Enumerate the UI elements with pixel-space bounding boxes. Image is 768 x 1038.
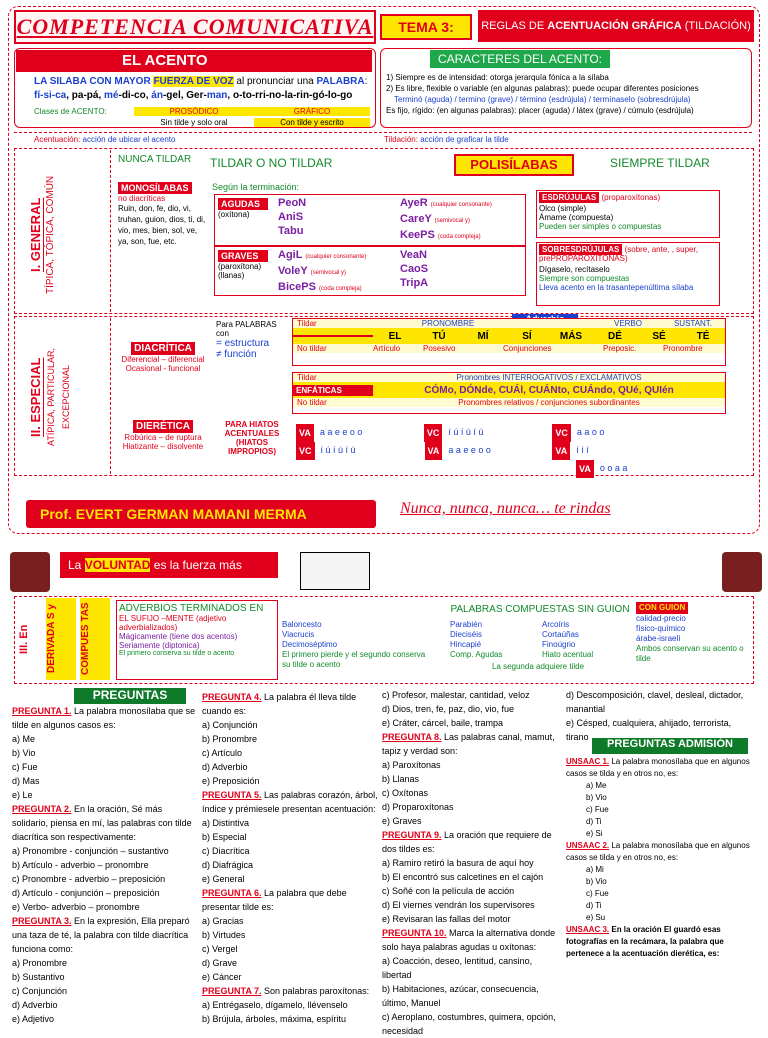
general-label: I. GENERAL TÍPICA, TÓPICA, COMÚN (28, 175, 56, 295)
graves-label: GRAVES (paroxítona) (llanas) (218, 250, 268, 280)
para-palabras: Para PALABRAS con = estructura ≠ función (216, 320, 277, 360)
nunca-tildar: NUNCA TILDAR (118, 154, 192, 165)
questions-col-1: PREGUNTA 1. La palabra monosílaba que se tilde en algunos casos es: a) Me b) Vio c) Fue d) Mas e) Le PREGUNTA 2. En la oración, Sé más solidario, piensa en mí, las palabras con tilde diacrítica son respectivamente: a) Pronombre - conjunción – sustantivo b) Artículo - adverbio – pronombre c) Pronombre - adverbio – preposición d) Artículo - conjunción – preposición e) Verbo- adverbio – pronombre PREGUNTA 3. En la expresión, Ella preparó una taza de té, la palabra con tilde diacrítica funciona como: a) Pronombre b) Sustantivo c) Conjunción d) Adverbio e) Adjetivo (12, 706, 196, 1024)
iii-label: III. En (18, 624, 30, 654)
diacritica-block: DIACRÍTICA Diferencial – diferencial Ocasional - funcional (121, 343, 205, 373)
sobresdrujulas-box: SOBRESDRÚJULAS (sobre, ante, , super, prePROPAROXÍTONAS) Dígaselo, recítaselo Siempre son compuestas Lleva acento en la trasantepenúltima sílaba (536, 242, 720, 306)
admision-col: UNSAAC 1. La palabra monosílaba que en algunos casos se tilda y en otros no, es: a) Me b) Vio c) Fue d) Ti e) Si UNSAAC 2. La palabra monosílaba que en algunos casos se tilda y en otros no, es: a) Mi b) Vio c) Fue d) Ti e) Su UNSAAC 3. En la oración El guardó esas fotografías en la recámara, la palabra que pertenece a la acentuación dierética, es: (566, 757, 750, 958)
preguntas-title: PREGUNTAS (74, 688, 186, 704)
questions-col-3: c) Profesor, malestar, cantidad, veloz d) Dios, tren, fe, paz, dio, vio, fue e) Cráter, cárcel, baile, trampa PREGUNTA 8. Las palabras canal, mamut, tapiz y verdad son: a) Paroxítonas b) Llanas c) Oxítonas d) Proparoxítonas e) Graves PREGUNTA 9. La oración que requiere de dos tildes es: a) Ramiro retiró la basura de aquí hoy b) El encontró sus calcetines en el cajón c) Soñé con la película de acción d) El viernes vendrán los supervisores e) Revisaran las fallas del motor PREGUNTA 10. Marca la alternativa donde solo haya palabras agudas u oxítonas: a) Coacción, deseo, lentitud, cansino, libertad b) Habitaciones, azúcar, consecuencia, último, Manuel c) Aeroplano, costumbres, quimera, opción, necesidad (382, 690, 556, 1036)
acento-definition: LA SILABA CON MAYOR FUERZA DE VOZ al pronunciar una PALABRA: fí-si-ca, pa-pá, mé-di-co, án-gel, Ger-man, o-to-rri-no-la-rin-gó-lo-go (34, 76, 368, 101)
clases-acento: Clases de ACENTO: PROSÓDICO GRÁFICO (34, 107, 370, 116)
monosilabas-block: MONOSÍLABAS no diacríticas Ruin, don, fe, dio, vi, truhan, guion, dios, ti, di, vio, mes, bien, sol, ve, ya, son, fue, etc. (118, 183, 206, 246)
con-guion-col: CON GUION calidad-precio físico-químico árabe-israelí Ambos conservan su acento o tilde (636, 603, 744, 663)
adverbios-box: ADVERBIOS TERMINADOS EN EL SUFIJO –MENTE (adjetivo adverbializados) Mágicamente (tiene dos acentos) Seriamente (diptonica) El primero conserva su tilde o acento (116, 600, 278, 680)
agudas-ex2: AyeR (cualquier consonante) CareY (semivocal y) KeePS (coda compleja) (400, 197, 492, 241)
decor-right-icon (722, 552, 762, 592)
tildar-o-no: TILDAR O NO TILDAR (210, 156, 333, 170)
prof-name: Prof. EVERT GERMAN MAMANI MERMA (26, 500, 376, 528)
page-title: COMPETENCIA COMUNICATIVA (14, 10, 376, 44)
caracteres-list: 1) Siempre es de intensidad: otorga jerarquía fónica a la sílaba 2) Es libre, flexible o variable (en algunas palabras): puede ocupar diferentes posiciones Terminó (aguda) / termino (grave) / término (esdrújula) / termínaselo (sobresdrújula) Es fijo, rígido: (en algunas palabras): placer (aguda) / látex (grave) / cúmulo (esdrújula) (386, 73, 699, 115)
compuestas-label: COMPUES TAS (80, 598, 110, 680)
polisilabas: POLISÍLABAS (454, 154, 574, 176)
motto: Nunca, nunca, nunca… te rindas (400, 500, 611, 517)
enfaticas-table: Tildar Pronombres INTERROGATIVOS / EXCLAMATIVOS ENFÁTICAS CÓMo, DÓNde, CUÁl, CUÁNto, CUÁndo, QUé, QUIén No tildar Pronombres relativos / conjunciones subordinantes (292, 372, 726, 414)
graves-ex2: VeaN CaoS TripA (400, 249, 429, 289)
agudas-ex1: PeoN AniS Tabu (278, 197, 307, 237)
dieretica-block: DIERÉTICA Robúrica – de ruptura Hiatizante – disolvente (122, 421, 204, 451)
tildacion-def: Tildación: acción de graficar la tilde (384, 135, 509, 144)
decor-left-icon (10, 552, 50, 592)
siempre-tildar: SIEMPRE TILDAR (610, 156, 710, 170)
compuestas-header: PALABRAS COMPUESTAS SIN GUION (450, 604, 630, 615)
tema-badge: TEMA 3: (380, 14, 472, 40)
especial-label: II. ESPECIAL ATÍPICA, PARTICULAR, EXCEPCIONAL (28, 347, 71, 447)
diacritica-table: Tildar PRONOMBRE VERBO SUSTANT. EL TÚ MÍ SÍ MÁS DÉ SÉ TÉ No tildar Artículo Posesivo Conjunciones Preposic. Pronombre (292, 318, 726, 366)
comp-col3-note: La segunda adquiere tilde (491, 662, 585, 671)
comp-col2: Parabién Dieciséis Hincapié Comp. Agudas (450, 620, 503, 659)
agudas-label: AGUDAS (oxítona) (218, 198, 268, 219)
hiatos-label: PARA HIATOS ACENTUALES (HIATOS IMPROPIOS) (224, 420, 280, 456)
comp-col3: Arcoíris Cortaúñas Finoúgrio Hiato acentual (542, 620, 594, 659)
inca-icon (300, 552, 370, 590)
comp-col1: Baloncesto Viacrucis Decimoséptimo El primero pierde y el segundo conserva su tilde o acento (282, 620, 426, 669)
acento-title: EL ACENTO (16, 50, 372, 72)
questions-col-2: PREGUNTA 4. La palabra él lleva tilde cuando es: a) Conjunción b) Pronombre c) Artículo d) Adverbio e) Preposición PREGUNTA 5. Las palabras corazón, árbol, índice y prémiesele presentan acentuación: a) Distintiva b) Especial c) Diacrítica d) Diafrágica e) General PREGUNTA 6. La palabra que debe presentar tilde es: a) Gracias b) Virtudes c) Vergel d) Grave e) Cáncer PREGUNTA 7. Son palabras paroxítonas: a) Entrégaselo, dígamelo, llévenselo b) Brújula, árboles, máxima, espíritu (202, 692, 378, 1024)
reglas-banner: REGLAS DE ACENTUACIÓN GRÁFICA (TILDACIÓN) (478, 10, 754, 42)
segun-terminacion: Según la terminación: (212, 182, 300, 192)
esdrujulas-box: ESDRÚJULAS (proparoxítonas) Olco (simple) Ámame (compuesta) Pueden ser simples o compuestas (536, 190, 720, 238)
clases-desc: Sin tilde y solo oral Con tilde y escrito (134, 118, 370, 127)
voluntad-banner: La VOLUNTAD es la fuerza más poderosa (60, 552, 278, 578)
derivadas-label: DERIVADA S y (46, 598, 76, 680)
graves-ex1: AgiL (cualquier consonante) VoleY (semivocal y) BicePS (coda compleja) (278, 249, 367, 293)
divider (14, 132, 752, 133)
questions-col-4: d) Descomposición, clavel, desleal, dictador, manantial e) Césped, cualquiera, ahijado, terrorista, tirano (566, 690, 744, 742)
acentuacion-def: Acentuación: acción de ubicar el acento (34, 135, 176, 144)
caracteres-title: CARACTERES DEL ACENTO: (430, 50, 610, 68)
hiatos-grid: VA a a e e o o VC í ú í ú í ú VC a a o o VC í ú í ú í ú VA a a e e o o VA í í í VA o o a a (296, 424, 726, 478)
admision-title: PREGUNTAS ADMISIÓN (592, 738, 748, 754)
